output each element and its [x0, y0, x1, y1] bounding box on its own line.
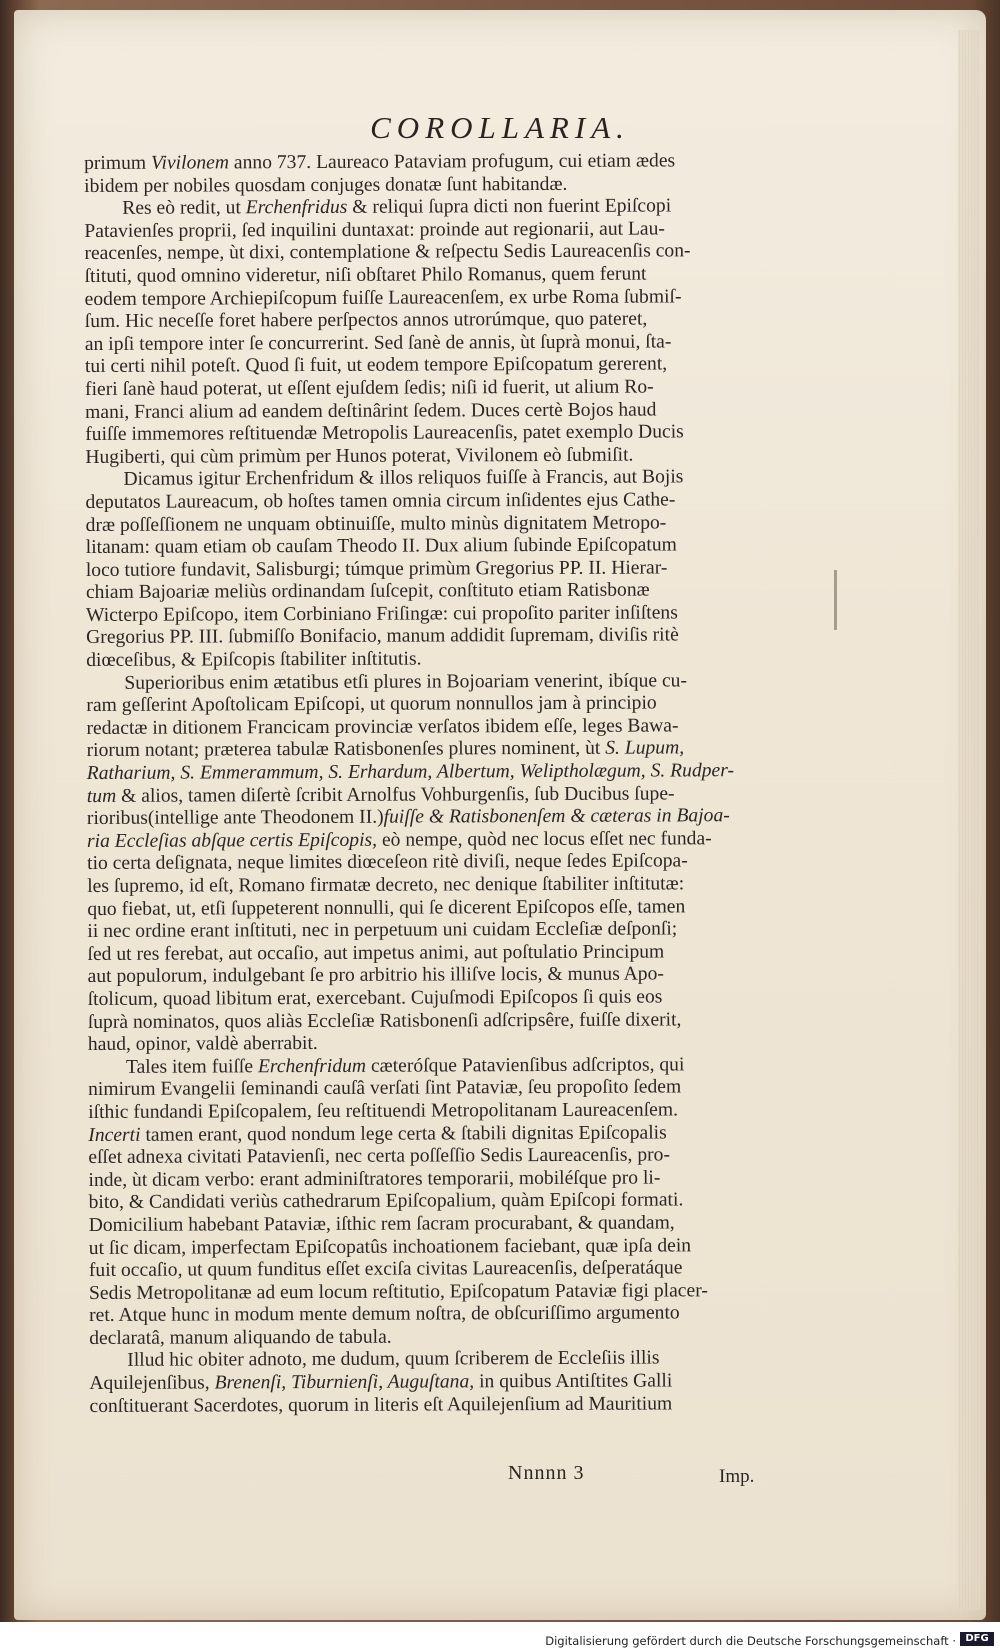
text-segment: & reliqui ſupra dicti non fuerint Epiſcopi [347, 195, 672, 219]
signature-mark: Nnnnn 3 [508, 1462, 585, 1484]
text-line [88, 1031, 808, 1057]
text-segment: Tales item fuiſſe [125, 1055, 258, 1078]
text-segment: cæteróſque Patavienſibus adſcriptos, qui [366, 1054, 685, 1077]
text-line [89, 1212, 809, 1238]
text-segment: redactæ in ditionem Francicam provinciæ verſatos ibidem eſſe, leges Bawa- [86, 715, 679, 739]
text-line [89, 1280, 809, 1306]
text-segment: eodem tempore Archiepiſcopum fuiſſe Laureacenſem, ex urbe Roma ſubmiſ- [84, 285, 682, 310]
text-segment: loco tutiore fundavit, Salisburgi; túmque primùm Gregorius PP. II. Hierar- [85, 557, 668, 581]
page-edge [958, 30, 980, 1610]
text-line [86, 602, 806, 628]
paragraph [84, 150, 804, 198]
book-page [14, 10, 986, 1620]
text-line [87, 805, 807, 831]
italic-segment: fuiſſe & Ratisbonenſem & cæteras in Bajoa- [383, 805, 730, 828]
page-header: COROLLARIA. [370, 110, 630, 145]
text-line [88, 1076, 808, 1102]
text-line [88, 1121, 808, 1147]
italic-segment: Vivilonem [150, 152, 230, 174]
text-segment: ſed ut res ferebat, aut occaſio, aut impetus animi, aut poſtulatio Principum [87, 941, 665, 965]
text-line [86, 557, 806, 583]
text-line [84, 263, 804, 289]
text-segment: eſſet adnexa civitati Patavienſi, nec certa poſſeſſio Sedis Laureacenſis, pro- [88, 1144, 671, 1169]
text-line [86, 579, 806, 605]
text-segment: anno 737. Laureaco Pataviam profugum, cui etiam ædes [228, 150, 676, 174]
text-segment: aut populorum, indulgebant ſe pro arbitrio his illiſve locis, & munus Apo- [87, 963, 664, 988]
text-segment: primum [84, 152, 152, 174]
text-line [89, 1393, 809, 1419]
text-segment: Sedis Metropolitanæ ad eum locum reſtitutio, Epiſcopatum Pataviæ figi placer- [88, 1279, 708, 1304]
text-segment: ſtolicum, quoad libitum erat, exercebant. Cujuſmodi Epiſcopos ſi quis eos [87, 986, 663, 1010]
text-segment: les ſupremo, id eſt, Romano firmatæ decreto, nec denique ſtabiliter inſtitutæ: [87, 873, 685, 897]
text-line [84, 195, 804, 221]
paragraph [85, 466, 806, 672]
text-segment: Res eò redit, ut [122, 197, 246, 220]
text-segment: ut ſic dicam, imperfectam Epiſcopatûs inchoationem faciebant, quæ ipſa dein [88, 1234, 692, 1259]
text-segment: conſtituerant Sacerdotes, quorum in literis eſt Aquilejenſium ad Mauritium [89, 1393, 673, 1417]
text-segment: tui certi nihil poteſt. Quod ſi fuit, ut eodem tempore Epiſcopatum gererent, [84, 353, 668, 378]
margin-mark [834, 570, 837, 630]
text-line [89, 1257, 809, 1283]
text-segment: fieri ſanè haud poterat, ut eſſent ejuſdem ſedis; niſi id fuerit, ut alium Ro- [84, 376, 654, 400]
text-segment: Gregorius PP. III. ſubmiſſo Bonifacio, manum addidit ſupremam, diviſis ritè [86, 624, 679, 649]
text-segment: ii nec ordine erant inſtituti, nec in perpetuum uni cuidam Eccleſiæ deſponſi; [87, 918, 678, 943]
text-line [87, 873, 807, 899]
text-line [89, 1302, 809, 1328]
text-line [87, 737, 807, 763]
text-segment: nimirum Evangelii ſeminandi cauſâ verſati ſint Pataviæ, ſeu propoſito ſedem [88, 1076, 682, 1101]
text-segment: diœceſibus, & Epiſcopis ſtabiliter inſtitutis. [86, 648, 422, 672]
text-segment: in quibus Antiſtites Galli [474, 1370, 673, 1393]
text-line [84, 150, 804, 176]
text-line [85, 308, 805, 334]
text-line [87, 828, 807, 854]
text-line [85, 489, 805, 515]
text-line [86, 692, 806, 718]
text-line [85, 376, 805, 402]
text-line [88, 963, 808, 989]
italic-segment: Erchenfridum [257, 1055, 367, 1077]
italic-segment: Ratharium, S. Emmerammum, S. Erhardum, Albertum, Weliptholægum, S. Rudper- [86, 760, 735, 785]
text-line [86, 534, 806, 560]
text-line [88, 1144, 808, 1170]
text-line [84, 240, 804, 266]
text-line [85, 398, 805, 424]
text-line [85, 353, 805, 379]
text-line [84, 172, 804, 198]
text-segment: fuit occaſio, ut quum funditus eſſet exciſa civitas Laureacenſis, deſperatáque [88, 1257, 683, 1282]
paragraph [89, 1347, 809, 1418]
text-line [87, 760, 807, 786]
text-segment: chiam Bajoariæ meliùs ordinandam ſuſcepit, conſtituto etiam Ratisbonæ [85, 579, 650, 604]
text-line [88, 1008, 808, 1034]
text-segment: reacenſes, nempe, ùt dixi, contemplatione & reſpectu Sedis Laureacenſis con- [84, 240, 691, 265]
text-segment: Dicamus igitur Erchenfridum & illos reliquos fuiſſe à Francis, aut Bojis [123, 466, 684, 491]
text-segment: tio certa deſignata, neque limites diœceſeon ritè diviſi, neque ſedes Epiſcopa- [87, 850, 688, 875]
text-segment: eò nempe, quòd nec locus eſſet nec funda- [377, 828, 712, 851]
text-segment: tamen erant, quod nondum lege certa & ſtabili dignitas Epiſcopalis [140, 1121, 667, 1146]
text-segment: rioribus(intellige ante Theodonem II.) [86, 806, 384, 830]
text-line [89, 1347, 809, 1373]
text-line [89, 1370, 809, 1396]
italic-segment: Erchenfridus [245, 197, 348, 219]
text-segment: ret. Atque hunc in modum mente demum noſtra, de obſcuriſſimo argumento [89, 1302, 680, 1327]
text-line [85, 331, 805, 357]
text-segment: Domicilium habebant Pataviæ, iſthic rem ſacram procurabant, & quandam, [88, 1212, 675, 1236]
text-segment: ſtituti, quod omnino videretur, niſi obſtaret Philo Romanus, quem ferunt [84, 263, 647, 287]
text-segment: Superioribus enim ætatibus etſi plures in Bojoariam venerint, ibíque cu- [124, 670, 688, 694]
paragraph [88, 1054, 809, 1351]
text-line [88, 1099, 808, 1125]
text-line [88, 1054, 808, 1080]
text-segment: haud, opinor, valdè aberrabit. [87, 1033, 318, 1056]
digitization-credit: Digitalisierung gefördert durch die Deutsche Forschungsgemeinschaft · [545, 1634, 956, 1648]
text-line [86, 715, 806, 741]
text-segment: bito, & Candidati veriùs cathedrarum Epiſcopalium, quàm Epiſcopi formati. [88, 1189, 684, 1214]
paragraph [86, 670, 808, 1057]
text-segment: Aquilejenſibus, [89, 1372, 215, 1395]
italic-segment: tum [86, 785, 117, 807]
text-segment: mani, Franci alium ad eandem deſtinârint ſedem. Duces certè Bojos haud [85, 399, 657, 423]
text-line [86, 511, 806, 537]
text-segment: iſthic fundandi Epiſcopalem, ſeu reſtituendi Metropolitanam Laureacenſem. [88, 1099, 679, 1123]
text-line [87, 918, 807, 944]
text-line [89, 1234, 809, 1260]
text-line [86, 624, 806, 650]
text-segment: Patavienſes proprii, ſed inquilini duntaxat: proinde aut regionarii, aut Lau- [84, 218, 665, 242]
text-segment: fuiſſe immemores reſtituendæ Metropolis Laureacenſis, patet exemplo Ducis [85, 421, 684, 446]
italic-segment: S. Lupum, [605, 737, 685, 760]
text-segment: declaratâ, manum aliquando de tabula. [89, 1326, 392, 1349]
text-line [88, 1167, 808, 1193]
text-segment: Illud hic obiter adnoto, me dudum, quum ſcriberem de Eccleſiis illis [127, 1347, 660, 1372]
text-line [87, 850, 807, 876]
text-segment: Hugiberti, qui cùm primùm per Hunos poterat, Vivilonem eò ſubmiſit. [85, 444, 634, 468]
text-line [87, 782, 807, 808]
italic-segment: ria Eccleſias abſque certis Epiſcopis, [86, 829, 378, 852]
text-segment: ſum. Hic neceſſe foret habere perſpectos annos utrorúmque, quo pateret, [84, 308, 648, 333]
catchword: Imp. [719, 1466, 755, 1487]
text-line [86, 647, 806, 673]
dfg-logo: DFG [960, 1632, 994, 1646]
text-segment: deputatos Laureacum, ob hoſtes tamen omnia circum inſidentes ejus Cathe- [85, 489, 676, 513]
body-text [84, 150, 810, 1418]
text-line [87, 895, 807, 921]
text-segment: ibidem per nobiles quosdam conjuges donatæ ſunt habitandæ. [84, 173, 568, 197]
text-line [87, 941, 807, 967]
italic-segment: Incerti [88, 1124, 141, 1146]
paragraph [84, 195, 805, 469]
text-segment: ram geſſerint Apoſtolicam Epiſcopi, ut quorum nonnullos jam à principio [86, 692, 657, 717]
text-segment: an ipſi tempore inter ſe concurrerint. Sed ſanè de annis, ùt ſuprà monui, ſta- [84, 331, 672, 355]
text-line [85, 466, 805, 492]
text-segment: litanam: quam etiam ob cauſam Theodo II. Dux alium ſubinde Epiſcopatum [85, 534, 677, 559]
text-segment: quo fiebat, ut, etſi ſuppeterent nonnulli, qui ſe dicerent Epiſcopos eſſe, tamen [87, 895, 686, 920]
text-line [88, 986, 808, 1012]
text-line [84, 218, 804, 244]
text-line [86, 670, 806, 696]
text-line [85, 285, 805, 311]
text-segment: riorum notant; præterea tabulæ Ratisbonenſes plures nominent, ùt [86, 738, 606, 762]
text-segment: Wicterpo Epiſcopo, item Corbiniano Friſingæ: cui propoſito pariter inſiſtens [85, 602, 678, 626]
text-segment: inde, ùt dicam verbo: erant adminiſtratores temporarii, mobiléſque pro li- [88, 1167, 661, 1191]
text-line [89, 1189, 809, 1215]
text-segment: ſuprà nominatos, quos aliàs Eccleſiæ Ratisbonenſi adſcripsêre, fuiſſe dixerit, [87, 1008, 682, 1033]
text-segment: & alios, tamen diſertè ſcribit Arnolfus Vohburgenſis, ſub Ducibus ſupe- [116, 783, 675, 807]
text-line [89, 1325, 809, 1351]
italic-segment: Brenenſi, Tiburnienſi, Auguſtana, [214, 1371, 475, 1394]
text-line [85, 444, 805, 470]
text-line [85, 421, 805, 447]
text-segment: dræ poſſeſſionem ne unquam obtinuiſſe, multo minùs dignitatem Metropo- [85, 511, 667, 536]
